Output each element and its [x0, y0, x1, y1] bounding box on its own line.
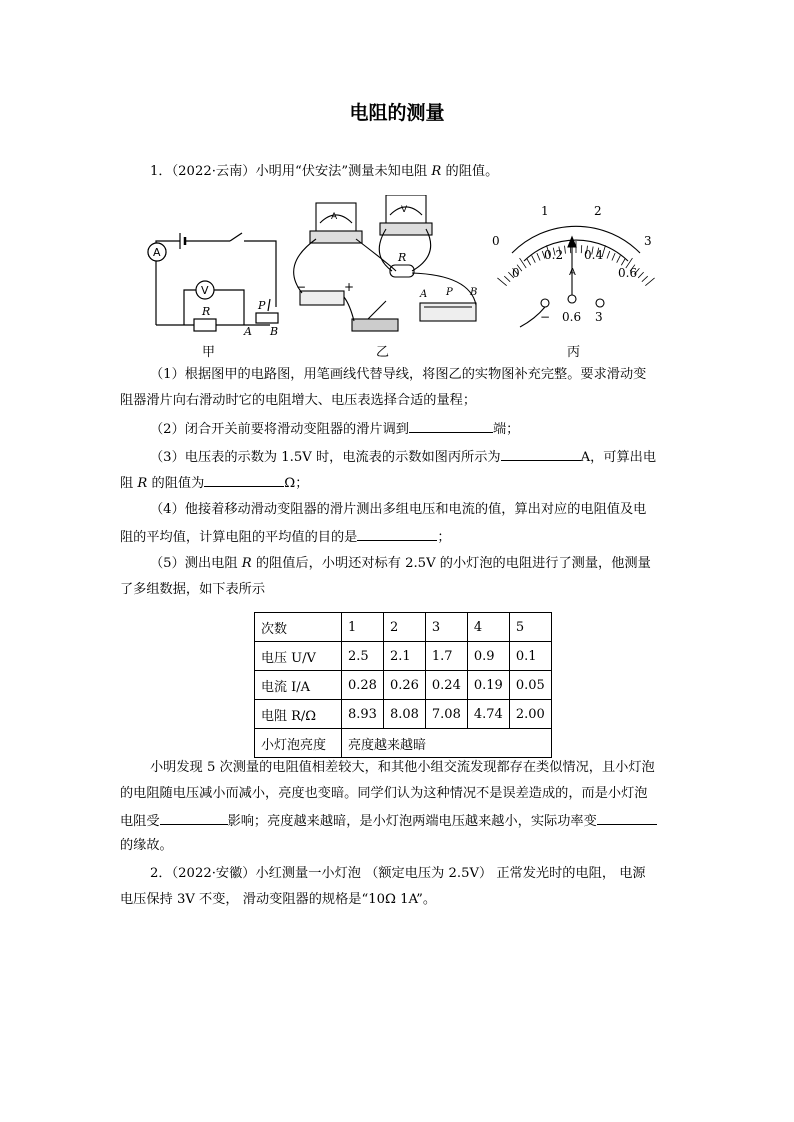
- dial-tick: [504, 276, 510, 281]
- figures: [140, 195, 680, 365]
- table-row: 次数 1 2 3 4 5: [255, 613, 552, 642]
- answer-blank[interactable]: [597, 810, 657, 825]
- q1-part4-b: 阻的平均值，计算电阻的平均值的目的是 ；: [120, 526, 451, 548]
- yi-minus-label: −: [296, 280, 307, 294]
- q1-conclusion-1: 小明发现 5 次测量的电阻值相差较大，和其他小组交流发现都存在类似情况，且小灯泡: [150, 760, 655, 775]
- term-06: 0.6: [562, 310, 582, 324]
- fig-jia-circuit: [148, 233, 278, 331]
- dial-bot-04: 0.4: [584, 248, 604, 262]
- dial-bot-0: 0: [512, 266, 520, 280]
- dial-top-0: 0: [492, 234, 500, 248]
- q1-conclusion-4: 的缘故。: [120, 838, 173, 853]
- yi-p: P: [446, 287, 453, 298]
- end-a-label: A: [244, 325, 252, 338]
- dial-bot-02: 0.2: [544, 248, 564, 262]
- slider-p-label: P: [258, 299, 266, 312]
- table-row: 电压 U/V 2.5 2.1 1.7 0.9 0.1: [255, 642, 552, 671]
- dial-tick: [497, 278, 506, 286]
- q1-part1-a: （1）根据图甲的电路图，用笔画线代替导线，将图乙的实物图补充完整。要求滑动变: [150, 367, 647, 382]
- q1-part3-a: （3）电压表的示数为 1.5V 时，电流表的示数如图丙所示为 A，可算出电: [150, 446, 656, 468]
- q1-intro: 1．（2022·云南）小明用“伏安法”测量未知电阻 R 的阻值。: [150, 164, 499, 179]
- dial-tick: [642, 276, 648, 281]
- dial-tick: [527, 258, 531, 265]
- page-title: 电阻的测量: [349, 102, 445, 124]
- q1-conclusion-3: 电阻受 影响；亮度越来越暗，是小灯泡两端电压越来越小，实际功率变: [120, 810, 657, 832]
- table-row: 电流 I/A 0.28 0.26 0.24 0.19 0.05: [255, 671, 552, 700]
- dial-top-1: 1: [541, 204, 549, 218]
- yi-end-a: A: [420, 289, 428, 300]
- q1-part3-b: 阻 R 的阻值为 Ω；: [120, 472, 308, 494]
- dial-bot-06: 0.6: [618, 266, 638, 280]
- answer-blank[interactable]: [409, 418, 493, 433]
- q1-part5-b: 了多组数据，如下表所示: [120, 582, 266, 597]
- resistor-label: R: [202, 305, 211, 318]
- q1-part2: （2）闭合开关前要将滑动变阻器的滑片调到 端；: [150, 418, 519, 440]
- dial-unit: A: [569, 267, 576, 278]
- dial-top-3: 3: [644, 234, 652, 248]
- q2-line-1: 2．（2022·安徽）小红测量一小灯泡 （额定电压为 2.5V） 正常发光时的电阻， 电源: [150, 866, 646, 881]
- q1-conclusion-2: 的电阻随电压减小而减小，亮度也变暗。同学们认为这种情况不是误差造成的，而是小灯泡: [120, 786, 648, 801]
- fig-yi-apparatus: [294, 195, 476, 331]
- dial-tick: [565, 246, 566, 254]
- dial-tick: [607, 251, 610, 259]
- dial-top-2: 2: [594, 204, 602, 218]
- q1-part1-b: 阻器滑片向右滑动时它的电阻增大、电压表选择合适的量程；: [120, 393, 477, 408]
- q2-line-2: 电压保持 3V 不变， 滑动变阻器的规格是“10Ω 1A”。: [120, 892, 437, 907]
- circuit-figures: [140, 195, 680, 365]
- end-b-label: B: [270, 325, 279, 338]
- term-3: 3: [595, 310, 603, 324]
- answer-blank[interactable]: [160, 810, 228, 825]
- yi-end-b: B: [470, 287, 478, 298]
- dial-tick: [638, 272, 644, 278]
- term-minus: −: [540, 310, 551, 324]
- answer-blank[interactable]: [501, 446, 581, 461]
- q1-part4-a: （4）他接着移动滑动变阻器的滑片测出多组电压和电流的值，算出对应的电阻值及电: [150, 502, 647, 517]
- dial-tick: [532, 256, 536, 263]
- yi-resistor-label: R: [398, 251, 407, 264]
- caption-yi: 乙: [376, 345, 390, 360]
- table-row: 小灯泡亮度 亮度越来越暗: [255, 729, 552, 758]
- answer-blank[interactable]: [204, 472, 284, 487]
- dial-tick: [612, 253, 615, 260]
- yi-plus-label: +: [344, 280, 355, 294]
- caption-bing: 丙: [567, 345, 581, 360]
- table-row: 电阻 R/Ω 8.93 8.08 7.08 4.74 2.00: [255, 700, 552, 729]
- yi-voltmeter-label: V: [401, 205, 408, 215]
- caption-jia: 甲: [202, 345, 216, 360]
- dial-tick: [617, 256, 621, 263]
- dial-tick: [537, 253, 540, 260]
- q1-part5-a: （5）测出电阻 R 的阻值后，小明还对标有 2.5V 的小灯泡的电阻进行了测量，他测量: [150, 556, 651, 571]
- data-table: [254, 612, 552, 758]
- voltmeter-label: V: [201, 284, 209, 297]
- dial-tick: [645, 278, 654, 286]
- dial-tick: [621, 258, 625, 265]
- answer-blank[interactable]: [357, 526, 437, 541]
- ammeter-label: A: [153, 246, 161, 259]
- yi-ammeter-label: A: [331, 212, 338, 222]
